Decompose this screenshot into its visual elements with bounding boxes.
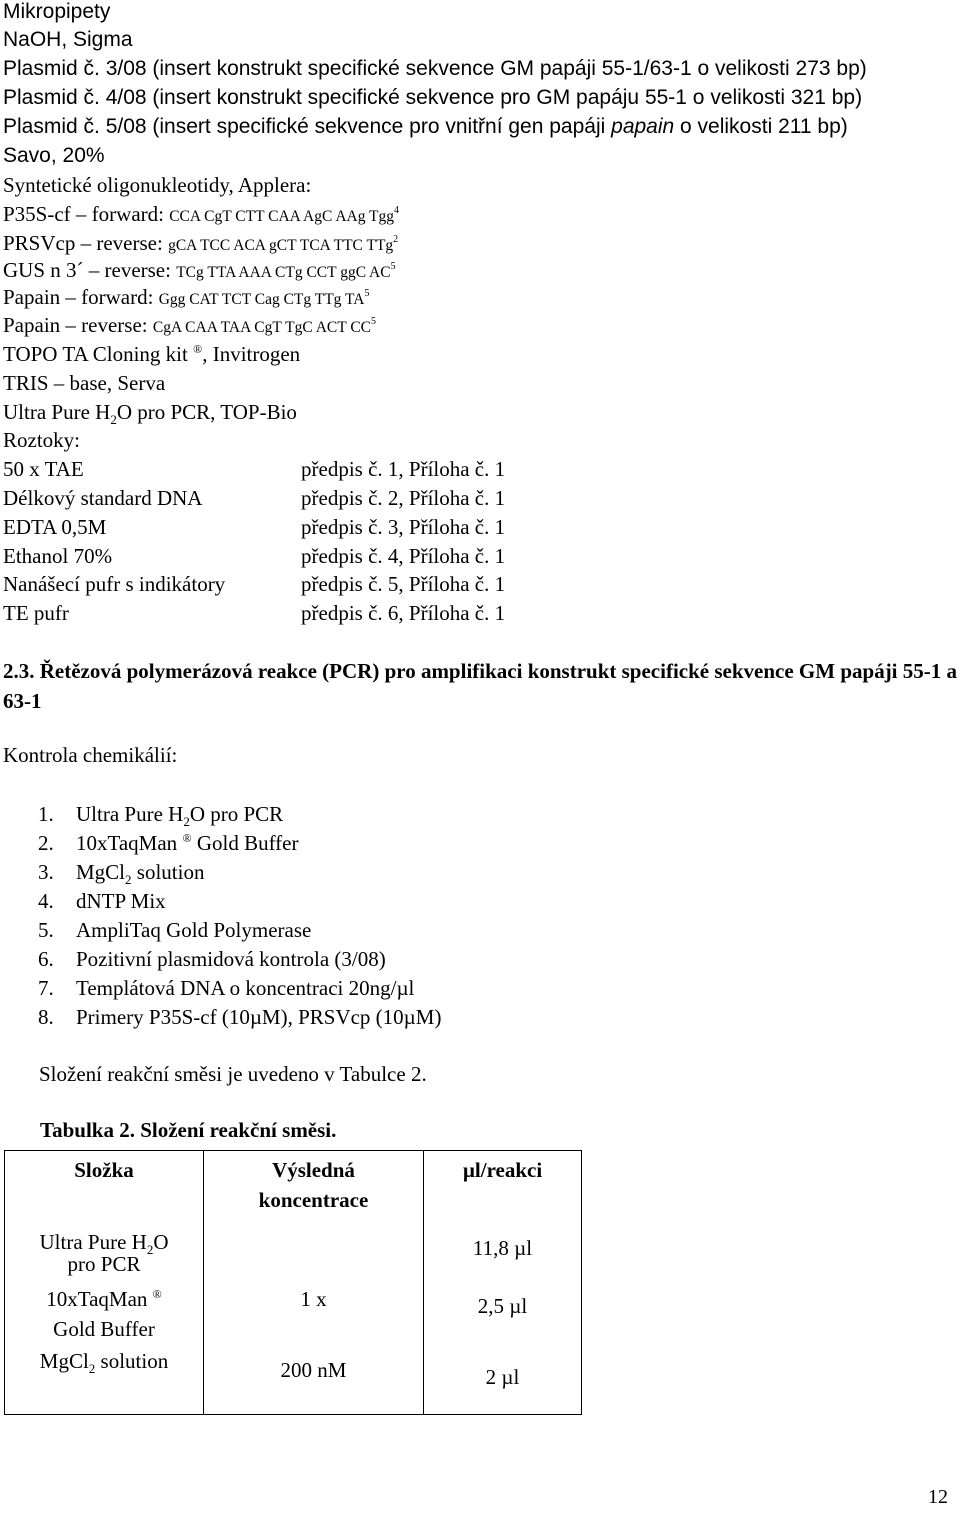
list-item: 4. dNTP Mix — [38, 889, 166, 913]
table-cell: 2 µl — [485, 1365, 520, 1389]
solution-row: 50 x TAE předpis č. 1, Příloha č. 1 — [3, 457, 506, 481]
registered-icon: ® — [152, 1287, 162, 1301]
material-line: Savo, 20% — [3, 144, 105, 167]
material-line: Mikropipety — [3, 0, 111, 23]
kontrola-label: Kontrola chemikálií: — [3, 743, 178, 767]
reagent-line: TRIS – base, Serva — [3, 371, 166, 395]
registered-icon: ® — [182, 831, 192, 845]
registered-icon: ® — [193, 342, 203, 356]
solution-row: Ethanol 70% předpis č. 4, Příloha č. 1 — [3, 544, 506, 568]
table-cell: 2,5 µl — [477, 1294, 528, 1318]
table-cell: 200 nM — [280, 1358, 347, 1382]
table-header: µl/reakci — [462, 1158, 543, 1182]
table-cell: MgCl$_2$ solution — [39, 1349, 169, 1377]
oligo-line: PRSVcp – reverse: gCA TCC ACA gCT TCA TTC TTg$^2$ — [3, 231, 399, 255]
oligo-line: Papain – reverse: CgA CAA TAA CgT TgC ACT $CC^5$ — [3, 313, 376, 337]
list-item: 6. Pozitivní plasmidová kontrola (3/08) — [38, 947, 386, 971]
oligo-line: GUS n 3´ – reverse: TCg TTA AAA CTg CCT ggC $AC^5$ — [3, 258, 396, 282]
page-number: 12 — [928, 1486, 948, 1508]
material-line: Plasmid č. 4/08 (insert konstrukt specifické sekvence pro GM papáju 55-1 o velikosti 321 bp) — [3, 86, 863, 109]
table-intro: Složení reakční směsi je uvedeno v Tabulce 2. — [39, 1062, 427, 1086]
list-item: 8. Primery P35S-cf (10µM), PRSVcp (10µM) — [38, 1005, 442, 1029]
material-line: NaOH, Sigma — [3, 28, 133, 51]
list-item: 2. 10xTaqMan ® Gold Buffer — [38, 831, 299, 855]
reagent-line: Ultra Pure $H_2O$ pro PCR, TOP-Bio — [3, 400, 297, 428]
oligo-line: P35S-cf – forward: CCA CgT CTT CAA AgC AAg Tgg$^4$ — [3, 202, 400, 226]
list-item: 3. MgCl$_2$ solution — [38, 860, 205, 888]
table-cell: 10xTaqMan ® Gold Buffer — [46, 1287, 162, 1341]
section-heading: 2.3. Řetězová polymerázová reakce (PCR) pro amplifikaci konstrukt specifické sekvence GM papáji 55-1 a 63-1 — [3, 659, 958, 713]
solution-row: Délkový standard DNA předpis č. 2, Příloha č. 1 — [3, 486, 506, 510]
oligo-line: Papain – forward: Ggg CAT TCT Cag CTg TTg $TA^5$ — [3, 285, 370, 309]
table-cell: 11,8 µl — [472, 1236, 533, 1260]
list-item: 1. Ultra Pure $H_2O$ pro PCR — [38, 802, 284, 830]
composition-table — [4, 1150, 582, 1415]
table-cell: Ultra Pure $H_2O$ pro PCR — [39, 1230, 169, 1276]
table-cell: 1 x — [300, 1287, 327, 1311]
solution-row: Nanášecí pufr s indikátory předpis č. 5, Příloha č. 1 — [3, 572, 506, 596]
table-header: Výsledná koncentrace — [258, 1158, 369, 1212]
table-header: Složka — [74, 1158, 134, 1182]
oligos-title: Syntetické oligonukleotidy, Applera: — [3, 173, 312, 197]
material-line: Plasmid č. 3/08 (insert konstrukt specifické sekvence GM papáji 55-1/63-1 o velikosti 273 bp) — [3, 57, 867, 80]
table-caption: Tabulka 2. Složení reakční směsi. — [40, 1118, 337, 1142]
solution-row: TE pufr předpis č. 6, Příloha č. 1 — [3, 601, 506, 625]
material-line: Plasmid č. 5/08 (insert specifické sekvence pro vnitřní gen papáji papain o velikosti 211 bp) — [3, 115, 848, 138]
list-item: 7. Templátová DNA o koncentraci 20ng/µl — [38, 976, 415, 1000]
solutions-title: Roztoky: — [3, 428, 80, 452]
chemicals-list — [38, 800, 441, 1032]
solution-row: EDTA 0,5M předpis č. 3, Příloha č. 1 — [3, 515, 506, 539]
list-item: 5. AmpliTaq Gold Polymerase — [38, 918, 312, 942]
reagent-line: TOPO TA Cloning kit ®, Invitrogen — [3, 342, 301, 366]
